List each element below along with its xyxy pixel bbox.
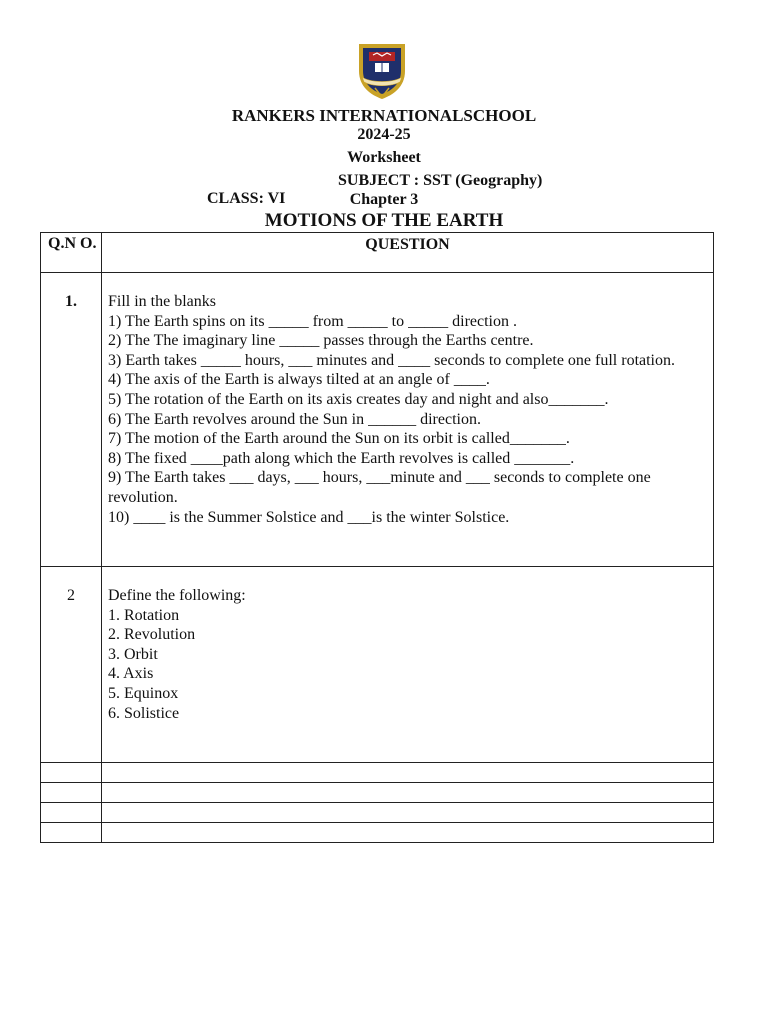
empty-cell <box>41 823 102 843</box>
question-text <box>102 273 714 567</box>
question-heading: Define the following: <box>108 587 246 604</box>
list-item: 1. Rotation <box>108 606 180 624</box>
list-item: 4) The axis of the Earth is always tilted at an angle of ____. <box>108 371 490 389</box>
qno-column-header: Q.N O. <box>41 233 102 273</box>
school-crest-logo <box>355 41 409 101</box>
table-row <box>41 273 714 567</box>
question-number: 1. <box>41 273 102 567</box>
empty-cell <box>102 803 714 823</box>
document-type: Worksheet <box>347 149 421 166</box>
table-header-row <box>41 233 714 273</box>
list-item: 2) The The imaginary line _____ passes through the Earths centre. <box>108 332 534 350</box>
list-item: 2. Revolution <box>108 626 196 644</box>
list-item: 6) The Earth revolves around the Sun in ______ direction. <box>108 410 481 428</box>
table-row <box>41 567 714 763</box>
empty-cell <box>41 783 102 803</box>
worksheet-title: MOTIONS OF THE EARTH <box>264 210 504 231</box>
empty-table-row <box>41 783 714 803</box>
list-item: 8) The fixed ____path along which the Earth revolves is called _______. <box>108 449 575 467</box>
question-number: 2 <box>41 567 102 763</box>
list-item: 4. Axis <box>108 665 154 683</box>
empty-table-row <box>41 803 714 823</box>
empty-table-row <box>41 763 714 783</box>
list-item: 3) Earth takes _____ hours, ___ minutes and ____ seconds to complete one full rotation. <box>108 351 675 369</box>
academic-year: 2024-25 <box>357 126 411 143</box>
question-text <box>102 567 714 763</box>
list-item: 7) The motion of the Earth around the Sun on its orbit is called_______. <box>108 430 570 448</box>
question-column-header: QUESTION <box>102 233 714 273</box>
list-item: 3. Orbit <box>108 645 158 663</box>
list-item: 9) The Earth takes ___ days, ___ hours, ___minute and ___ seconds to complete one revolution. <box>108 469 651 506</box>
chapter-label: Chapter 3 <box>349 191 419 208</box>
empty-cell <box>102 783 714 803</box>
school-name: RANKERS INTERNATIONALSCHOOL <box>231 106 537 125</box>
empty-cell <box>41 803 102 823</box>
subject-label: SUBJECT : SST (Geography) <box>338 172 543 189</box>
class-label: CLASS: VI <box>207 190 286 207</box>
list-item: 1) The Earth spins on its _____ from _____ to _____ direction . <box>108 312 517 330</box>
list-item: 5) The rotation of the Earth on its axis creates day and night and also_______. <box>108 390 609 408</box>
empty-cell <box>41 763 102 783</box>
empty-cell <box>102 763 714 783</box>
question-heading: Fill in the blanks <box>108 293 216 310</box>
empty-table-row <box>41 823 714 843</box>
list-item: 10) ____ is the Summer Solstice and ___is the winter Solstice. <box>108 508 510 526</box>
empty-cell <box>102 823 714 843</box>
list-item: 5. Equinox <box>108 684 179 702</box>
question-table <box>40 232 714 843</box>
list-item: 6. Solistice <box>108 704 180 722</box>
